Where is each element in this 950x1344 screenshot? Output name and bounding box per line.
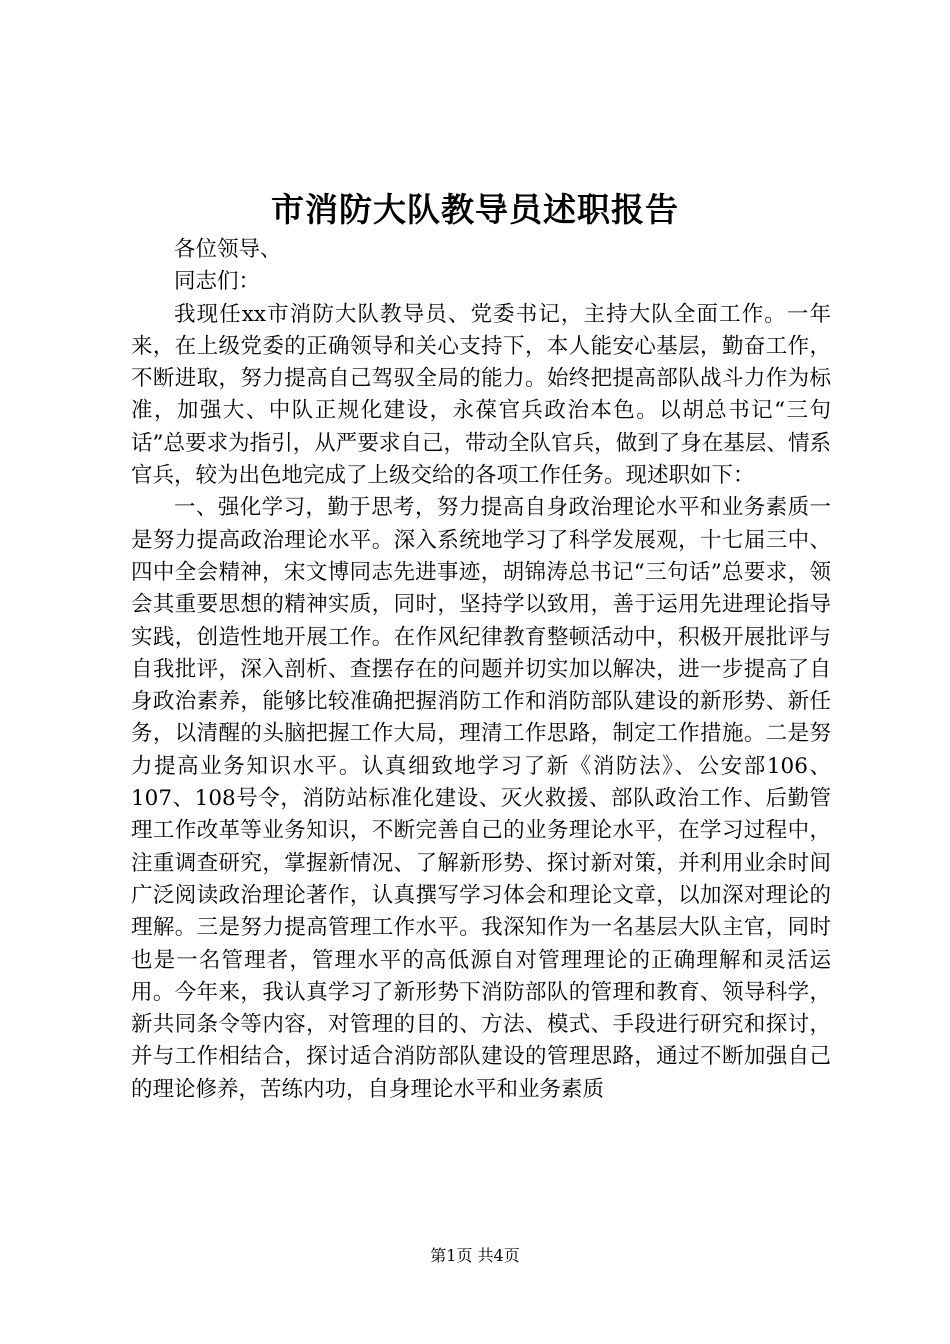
page-footer: 第1页 共4页 <box>430 1246 520 1265</box>
page-title: 市消防大队教导员述职报告 <box>271 190 679 229</box>
salutation-line: 各位领导、 <box>174 237 282 262</box>
document-body <box>131 234 831 1106</box>
body-paragraph: 一、强化学习，勤于思考，努力提高自身政治理论水平和业务素质一是努力提高政治理论水平。深入系统地学习了科学发展观，十七届三中、四中全会精神，宋文博同志先进事迹，胡锦涛总书记“三句话”总要求，领会其重要思想的精神实质，同时，坚持学以致用，善于运用先进理论指导实践，创造性地开展工作。在作风纪律教育整顿活动中，积极开展批评与自我批评，深入剖析、查摆存在的问题并切实加以解决，进一步提高了自身政治素养，能够比较准确把握消防工作和消防部队建设的新形势、新任务，以清醒的头脑把握工作大局，理清工作思路，制定工作措施。二是努力提高业务知识水平。认真细致地学习了新《消防法》、公安部106、107、108号令，消防站标准化建设、灭火救援、部队政治工作、后勤管理工作改革等业务知识，不断完善自己的业务理论水平，在学习过程中，注重调查研究，掌握新情况、了解新形势、探讨新对策，并利用业余时间广泛阅读政治理论著作，认真撰写学习体会和理论文章，以加深对理论的理解。三是努力提高管理工作水平。我深知作为一名基层大队主官，同时也是一名管理者，管理水平的高低源自对管理理论的正确理解和灵活运用。今年来，我认真学习了新形势下消防部队的管理和教育、领导科学，新共同条令等内容，对管理的目的、方法、模式、手段进行研究和探讨，并与工作相结合，探讨适合消防部队建设的管理思路，通过不断加强自己的理论修养，苦练内功，自身理论水平和业务素质 <box>131 495 831 1102</box>
body-paragraph: 我现任xx市消防大队教导员、党委书记，主持大队全面工作。一年来，在上级党委的正确领导和关心支持下，本人能安心基层，勤奋工作，不断进取，努力提高自己驾驭全局的能力。始终把提高部队战斗力作为标准，加强大、中队正规化建设，永葆官兵政治本色。以胡总书记“三句话”总要求为指引，从严要求自己，带动全队官兵，做到了身在基层、情系官兵，较为出色地完成了上级交给的各项工作任务。现述职如下： <box>131 301 831 489</box>
salutation-line: 同志们： <box>174 269 261 295</box>
